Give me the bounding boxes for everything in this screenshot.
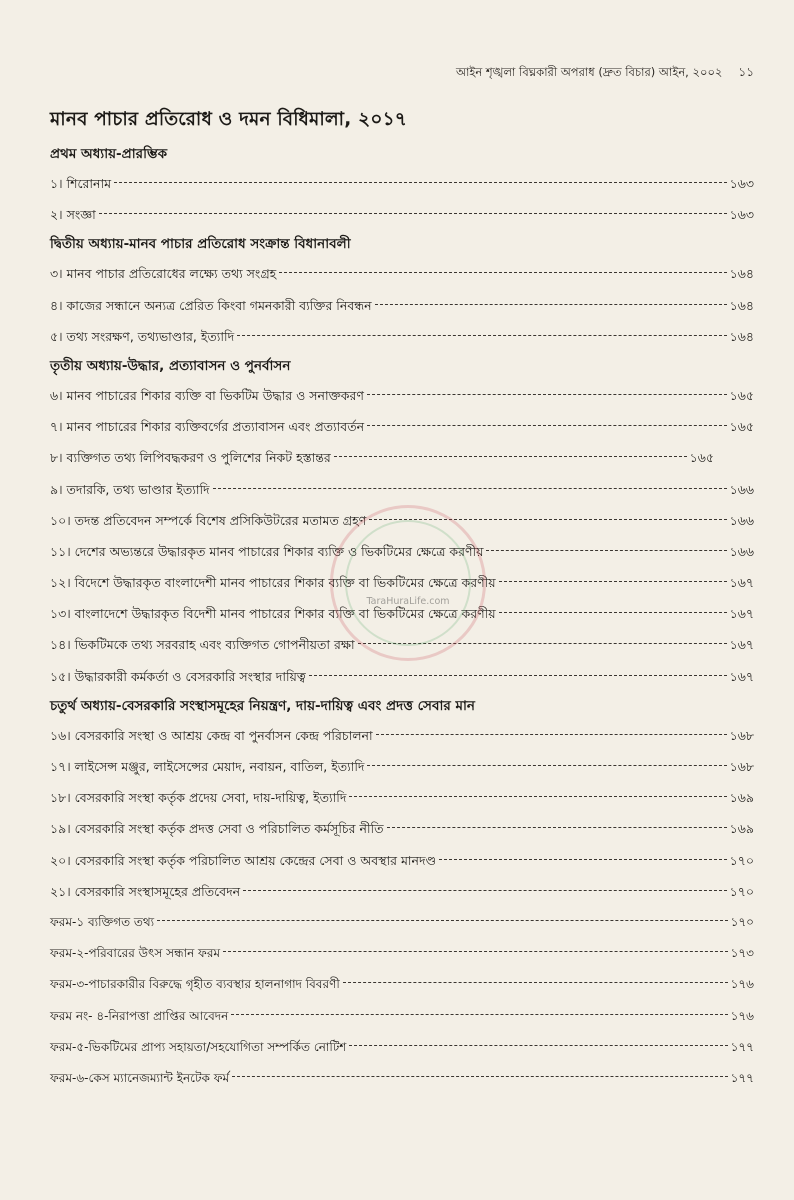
running-header — [456, 64, 754, 84]
entry-page: ১৬৭ — [729, 575, 754, 591]
entry-page: ১৭৬ — [730, 977, 754, 992]
rules-title: মানব পাচার প্রতিরোধ ও দমন বিধিমালা, ২০১৭ — [50, 109, 407, 130]
entry-page: ১৬৮ — [729, 759, 754, 774]
entry-page: ১৬৩ — [729, 207, 754, 223]
toc-entry — [50, 845, 754, 876]
entry-page: ১৬৫ — [729, 387, 754, 403]
dot-leader — [231, 1014, 727, 1015]
entry-page: ১৬৬ — [729, 481, 754, 497]
toc-entry — [50, 629, 754, 660]
running-header-title: আইন শৃঙ্খলা বিঘ্নকারী অপরাধ (দ্রুত বিচার) আইন, ২০০২ — [455, 65, 723, 79]
toc-entry — [50, 598, 754, 629]
dot-leader — [367, 425, 727, 426]
entry-title: ৮। ব্যক্তিগত তথ্য লিপিবদ্ধকরণ ও পুলিশের নিকট হস্তান্তর — [50, 450, 331, 466]
dot-leader — [499, 612, 727, 613]
entry-page: ১৬৯ — [729, 790, 754, 806]
chapter-heading-4: চতুর্থ অধ্যায়-বেসরকারি সংস্থাসমূহের নিয়ন্ত্রণ, দায়-দায়িত্ব এবং প্রদত্ত সেবার মান — [50, 697, 475, 714]
toc-entry — [50, 782, 754, 813]
toc-entry — [50, 720, 754, 751]
toc-entry — [50, 474, 754, 505]
entry-page: ১৭৩ — [730, 946, 754, 961]
dot-leader — [499, 581, 727, 582]
dot-leader — [223, 951, 727, 952]
entry-title: ১২। বিদেশে উদ্ধারকৃত বাংলাদেশী মানব পাচারের শিকার ব্যক্তি বা ভিকটিমের ক্ষেত্রে করণীয় — [50, 575, 496, 591]
toc-entry — [50, 1032, 754, 1063]
toc-entry — [50, 290, 754, 321]
entry-title: ৩। মানব পাচার প্রতিরোধের লক্ষ্যে তথ্য সংগ্রহ — [50, 266, 277, 282]
page-number: ১১ — [738, 65, 754, 79]
entry-page: ১৬৭ — [729, 668, 754, 684]
toc-entry — [50, 567, 754, 598]
entry-page: ১৭৬ — [730, 1008, 754, 1023]
entry-page: ১৬৪ — [729, 266, 754, 282]
chapter-heading-3: তৃতীয় অধ্যায়-উদ্ধার, প্রত্যাবাসন ও পুনর্বাসন — [50, 357, 291, 374]
toc-entry — [50, 199, 754, 230]
dot-leader — [369, 519, 726, 520]
toc-entry — [50, 258, 754, 289]
toc-entry — [50, 505, 754, 536]
entry-title: ৬। মানব পাচারের শিকার ব্যক্তি বা ভিকটিম উদ্ধার ও সনাক্তকরণ — [50, 387, 364, 403]
toc-entry — [50, 380, 754, 411]
entry-title: ৯। তদারকি, তথ্য ভাণ্ডার ইত্যাদি — [50, 481, 210, 497]
dot-leader — [376, 734, 727, 735]
entry-title: ১৭। লাইসেন্স মঞ্জুর, লাইসেন্সের মেয়াদ, নবায়ন, বাতিল, ইত্যাদি — [50, 759, 365, 774]
entry-page: ১৬৬ — [729, 543, 754, 559]
entry-page: ১৬৭ — [729, 637, 754, 653]
entry-page: ১৬৪ — [729, 328, 754, 344]
entry-page: ১৬৮ — [729, 727, 754, 743]
dot-leader — [367, 394, 727, 395]
entry-page: ১৭০ — [729, 883, 754, 899]
dot-leader — [213, 488, 727, 489]
dot-leader — [349, 1045, 727, 1046]
dot-leader — [99, 213, 727, 214]
dot-leader — [157, 920, 727, 921]
entry-title: ২১। বেসরকারি সংস্থাসমূহের প্রতিবেদন — [50, 883, 241, 899]
entry-title: ১৮। বেসরকারি সংস্থা কর্তৃক প্রদেয় সেবা, দায়-দায়িত্ব, ইত্যাদি — [50, 790, 347, 806]
watermark-text: TaraHuraLife.com — [366, 596, 450, 607]
dot-leader — [279, 272, 726, 273]
dot-leader — [232, 1076, 727, 1077]
toc-entry — [50, 751, 754, 782]
entry-page: ১৬৭ — [729, 606, 754, 622]
dot-leader — [237, 335, 727, 336]
entry-page: ১৭৭ — [730, 1039, 754, 1054]
entry-title: ১৯। বেসরকারি সংস্থা কর্তৃক প্রদত্ত সেবা ও পরিচালিত কর্মসূচির নীতি — [50, 821, 384, 837]
dot-leader — [486, 550, 726, 551]
entry-page: ১৬৫ — [729, 419, 754, 435]
toc-entry — [50, 168, 754, 199]
entry-title: ১০। তদন্ত প্রতিবেদন সম্পর্কে বিশেষ প্রসিকিউটরের মতামত গ্রহণ — [50, 512, 367, 528]
toc-entry — [50, 938, 754, 969]
entry-title: ১১। দেশের অভ্যন্তরে উদ্ধারকৃত মানব পাচারের শিকার ব্যক্তি ও ভিকটিমের ক্ষেত্রে করণীয় — [50, 543, 484, 559]
dot-leader — [114, 182, 727, 183]
toc-entry — [50, 876, 754, 907]
entry-page: ১৭৭ — [730, 1070, 754, 1085]
entry-title: ২। সংজ্ঞা — [50, 207, 96, 223]
entry-title: ফরম-৫-ভিকটিমের প্রাপ্য সহায়তা/সহযোগিতা সম্পর্কিত নোটিশ — [50, 1039, 347, 1054]
toc-entry — [50, 411, 754, 442]
toc-entry — [50, 969, 754, 1000]
dot-leader — [358, 643, 727, 644]
entry-title: ৫। তথ্য সংরক্ষণ, তথ্যভাণ্ডার, ইত্যাদি — [50, 328, 235, 344]
entry-title: ১৫। উদ্ধারকারী কর্মকর্তা ও বেসরকারি সংস্থার দায়িত্ব — [50, 668, 306, 684]
entry-title: ৪। কাজের সন্ধানে অন্যত্র প্রেরিত কিংবা গমনকারী ব্যক্তির নিবন্ধন — [50, 297, 372, 313]
dot-leader — [439, 859, 726, 860]
dot-leader — [375, 304, 727, 305]
dot-leader — [243, 890, 727, 891]
entry-page: ১৬৬ — [729, 512, 754, 528]
entry-title: ফরম নং- ৪-নিরাপত্তা প্রাপ্তির আবেদন — [50, 1008, 229, 1023]
dot-leader — [334, 456, 687, 457]
toc-entry — [50, 1001, 754, 1032]
toc-entry — [50, 1063, 754, 1094]
entry-page: ১৬৫ — [689, 450, 714, 466]
table-of-contents — [50, 140, 754, 1094]
toc-entry — [50, 907, 754, 938]
chapter-heading-1: প্রথম অধ্যায়-প্রারম্ভিক — [50, 146, 168, 162]
toc-entry — [50, 813, 754, 844]
dot-leader — [349, 796, 726, 797]
dot-leader — [343, 982, 728, 983]
entry-title: ২০। বেসরকারি সংস্থা কর্তৃক পরিচালিত আশ্রয় কেন্দ্রের সেবা ও অবস্থার মানদণ্ড — [50, 852, 437, 868]
entry-page: ১৭০ — [730, 914, 754, 929]
dot-leader — [309, 675, 727, 676]
entry-title: ফরম-৩-পাচারকারীর বিরুদ্ধে গৃহীত ব্যবস্থার হালনাগাদ বিবরণী — [50, 977, 340, 992]
entry-title: ১৬। বেসরকারি সংস্থা ও আশ্রয় কেন্দ্র বা পুনর্বাসন কেন্দ্র পরিচালনা — [50, 727, 373, 743]
entry-title: ফরম-৬-কেস ম্যানেজম্যান্ট ইনটেক ফর্ম — [50, 1070, 230, 1085]
entry-page: ১৭০ — [729, 852, 754, 868]
toc-entry — [50, 661, 754, 692]
chapter-heading-2: দ্বিতীয় অধ্যায়-মানব পাচার প্রতিরোধ সংক্রান্ত বিধানাবলী — [50, 236, 351, 253]
entry-title: ১৩। বাংলাদেশে উদ্ধারকৃত বিদেশী মানব পাচারের শিকার ব্যক্তি বা ভিকটিমের ক্ষেত্রে করণীয় — [50, 606, 496, 622]
entry-page: ১৬৩ — [729, 176, 754, 191]
dot-leader — [367, 765, 726, 766]
toc-entry — [50, 536, 754, 567]
entry-page: ১৬৪ — [729, 297, 754, 313]
entry-title: ১৪। ভিকটিমকে তথ্য সরবরাহ এবং ব্যক্তিগত গোপনীয়তা রক্ষা — [50, 637, 355, 653]
entry-title: ১। শিরোনাম — [50, 176, 112, 191]
entry-title: ফরম-১ ব্যক্তিগত তথ্য — [50, 914, 155, 929]
dot-leader — [387, 827, 727, 828]
toc-entry — [50, 442, 754, 473]
entry-title: ফরম-২-পরিবারের উৎস সন্ধান ফরম — [50, 946, 221, 961]
entry-title: ৭। মানব পাচারের শিকার ব্যক্তিবর্গের প্রত্যাবাসন এবং প্রত্যাবর্তন — [50, 419, 365, 435]
entry-page: ১৬৯ — [729, 821, 754, 837]
toc-entry — [50, 321, 754, 352]
